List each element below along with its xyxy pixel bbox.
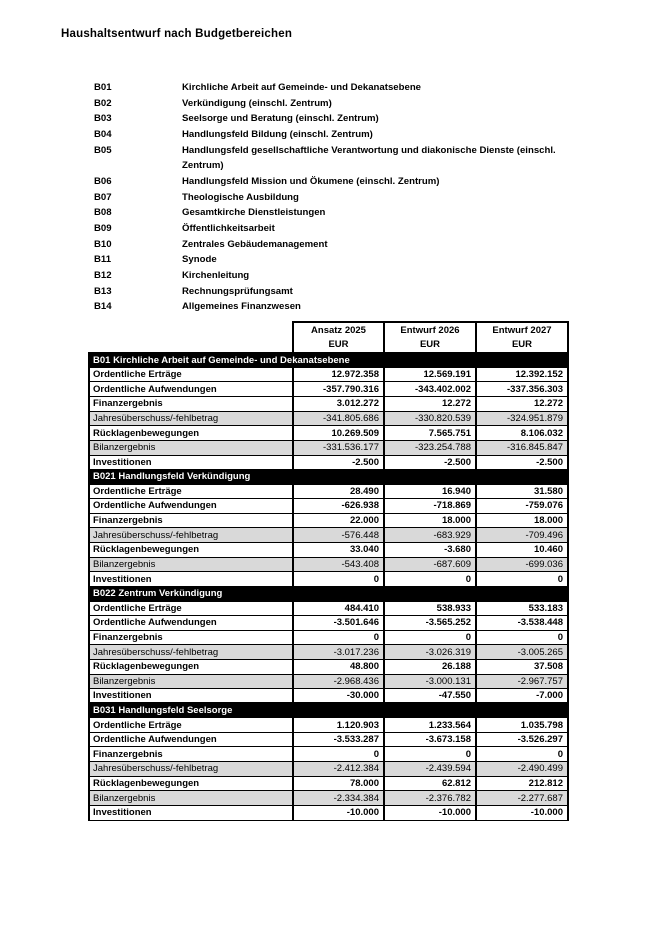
row-value: 0 — [384, 747, 476, 762]
row-value: 37.508 — [476, 659, 568, 674]
row-value: -7.000 — [476, 689, 568, 704]
col-unit: EUR — [328, 338, 349, 350]
table-row — [89, 572, 568, 587]
row-value: -3.005.265 — [476, 645, 568, 660]
row-value: 1.035.798 — [476, 717, 568, 732]
row-label: Ordentliche Erträge — [89, 484, 293, 499]
budget-list-item — [94, 174, 569, 190]
row-value: 0 — [384, 572, 476, 587]
row-label: Finanzergebnis — [89, 513, 293, 528]
budget-label: Öffentlichkeitsarbeit — [182, 222, 275, 234]
table-row — [89, 732, 568, 747]
row-label: Jahresüberschuss/-fehlbetrag — [89, 762, 293, 777]
row-value: 62.812 — [384, 776, 476, 791]
row-value: -3.501.646 — [293, 615, 384, 630]
col-unit: EUR — [419, 338, 441, 350]
row-value: -3.538.448 — [476, 615, 568, 630]
budget-label: Seelsorge und Beratung (einschl. Zentrum) — [182, 113, 379, 125]
budget-table-wrap — [88, 321, 567, 821]
row-label: Investitionen — [89, 572, 293, 587]
row-value: -3.526.297 — [476, 732, 568, 747]
table-row — [89, 411, 568, 426]
budget-label: Allgemeines Finanzwesen — [182, 301, 301, 313]
table-row — [89, 528, 568, 543]
row-value: 12.392.152 — [476, 367, 568, 382]
row-label: Bilanzergebnis — [89, 557, 293, 572]
row-value: 0 — [476, 630, 568, 645]
row-value: -47.550 — [384, 689, 476, 704]
budget-list-item — [94, 96, 569, 112]
row-label: Bilanzergebnis — [89, 440, 293, 455]
row-value: -576.448 — [293, 528, 384, 543]
row-value: -3.565.252 — [384, 615, 476, 630]
budget-code: B03 — [94, 113, 112, 125]
row-value: -626.938 — [293, 499, 384, 514]
budget-list-item — [94, 190, 569, 206]
row-value: -3.017.236 — [293, 645, 384, 660]
row-label: Finanzergebnis — [89, 747, 293, 762]
row-value: -2.277.687 — [476, 791, 568, 806]
budget-list-item — [94, 237, 569, 253]
row-label: Rücklagenbewegungen — [89, 659, 293, 674]
row-value: -3.533.287 — [293, 732, 384, 747]
row-value: -2.500 — [476, 455, 568, 470]
row-value: 12.272 — [476, 396, 568, 411]
budget-label: Kirchliche Arbeit auf Gemeinde- und Dekanatsebene — [182, 82, 422, 93]
table-row — [89, 747, 568, 762]
table-row — [89, 717, 568, 732]
table-header-col-2026 — [384, 322, 476, 353]
budget-code: B01 — [94, 82, 112, 93]
row-label: Ordentliche Erträge — [89, 601, 293, 616]
row-value: 10.269.509 — [293, 426, 384, 441]
row-label: Rücklagenbewegungen — [89, 426, 293, 441]
table-row — [89, 440, 568, 455]
row-value: 10.460 — [476, 543, 568, 558]
table-row — [89, 601, 568, 616]
table-row — [89, 689, 568, 704]
row-value: -316.845.847 — [476, 440, 568, 455]
budget-label: Synode — [182, 254, 217, 266]
table-row — [89, 484, 568, 499]
row-label: Investitionen — [89, 455, 293, 470]
row-label: Rücklagenbewegungen — [89, 543, 293, 558]
row-value: -10.000 — [293, 806, 384, 821]
row-value: 12.972.358 — [293, 367, 384, 382]
row-value: 1.233.564 — [384, 717, 476, 732]
row-label: Jahresüberschuss/-fehlbetrag — [89, 411, 293, 426]
row-value: 31.580 — [476, 484, 568, 499]
table-row — [89, 499, 568, 514]
budget-code: B11 — [94, 254, 112, 266]
row-value: 0 — [293, 747, 384, 762]
budget-code: B06 — [94, 175, 112, 187]
row-value: 16.940 — [384, 484, 476, 499]
row-label: Jahresüberschuss/-fehlbetrag — [89, 528, 293, 543]
table-row — [89, 645, 568, 660]
row-value: -683.929 — [384, 528, 476, 543]
row-value: -343.402.002 — [384, 382, 476, 397]
table-row — [89, 382, 568, 397]
section-header-row — [89, 587, 568, 601]
budget-label: Handlungsfeld gesellschaftliche Verantwortung und diakonische Dienste (einschl. Zentrum) — [182, 144, 556, 172]
row-value: -2.490.499 — [476, 762, 568, 777]
row-value: -699.036 — [476, 557, 568, 572]
budget-code: B02 — [94, 97, 112, 109]
table-row — [89, 367, 568, 382]
table-row — [89, 615, 568, 630]
row-label: Finanzergebnis — [89, 630, 293, 645]
col-label: Entwurf 2027 — [492, 324, 552, 336]
row-value: 78.000 — [293, 776, 384, 791]
section-header-row — [89, 470, 568, 484]
row-value: -323.254.788 — [384, 440, 476, 455]
row-value: 7.565.751 — [384, 426, 476, 441]
row-value: -2.967.757 — [476, 674, 568, 689]
budget-code: B14 — [94, 301, 112, 313]
budget-label: Rechnungsprüfungsamt — [182, 285, 293, 297]
budget-label: Verkündigung (einschl. Zentrum) — [182, 97, 332, 109]
budget-code: B13 — [94, 285, 112, 297]
budget-list-item — [94, 205, 569, 221]
row-value: -30.000 — [293, 689, 384, 704]
row-value: -543.408 — [293, 557, 384, 572]
row-label: Finanzergebnis — [89, 396, 293, 411]
row-label: Investitionen — [89, 689, 293, 704]
page-title: Haushaltsentwurf nach Budgetbereichen — [61, 28, 293, 40]
col-label: Entwurf 2026 — [400, 324, 460, 336]
table-row — [89, 674, 568, 689]
budget-label: Theologische Ausbildung — [182, 191, 299, 203]
table-row — [89, 513, 568, 528]
table-row — [89, 776, 568, 791]
row-value: 1.120.903 — [293, 717, 384, 732]
row-label: Ordentliche Aufwendungen — [89, 499, 293, 514]
table-row — [89, 791, 568, 806]
section-header: B021 Handlungsfeld Verkündigung — [89, 470, 568, 484]
budget-label: Kirchenleitung — [182, 269, 250, 281]
row-label: Ordentliche Aufwendungen — [89, 615, 293, 630]
row-value: 33.040 — [293, 543, 384, 558]
budget-list-item — [94, 221, 569, 237]
row-value: -331.536.177 — [293, 440, 384, 455]
row-value: 28.490 — [293, 484, 384, 499]
budget-label: Gesamtkirche Dienstleistungen — [182, 207, 326, 219]
table-row — [89, 659, 568, 674]
table-row — [89, 396, 568, 411]
budget-table-body — [89, 353, 568, 820]
table-row — [89, 455, 568, 470]
row-label: Ordentliche Aufwendungen — [89, 382, 293, 397]
row-value: -759.076 — [476, 499, 568, 514]
table-row — [89, 630, 568, 645]
row-value: -330.820.539 — [384, 411, 476, 426]
section-header: B01 Kirchliche Arbeit auf Gemeinde- und Dekanatsebene — [89, 353, 568, 367]
budget-label: Handlungsfeld Mission und Ökumene (einschl. Zentrum) — [182, 175, 440, 187]
table-header-row — [89, 322, 568, 353]
row-value: -10.000 — [476, 806, 568, 821]
budget-label: Handlungsfeld Bildung (einschl. Zentrum) — [182, 128, 373, 140]
budget-code: B07 — [94, 191, 112, 203]
row-value: -357.790.316 — [293, 382, 384, 397]
row-value: 12.272 — [384, 396, 476, 411]
budget-list-item — [94, 268, 569, 284]
budget-code: B08 — [94, 207, 112, 219]
row-value: -2.412.384 — [293, 762, 384, 777]
row-label: Bilanzergebnis — [89, 791, 293, 806]
row-value: -324.951.879 — [476, 411, 568, 426]
row-value: 18.000 — [384, 513, 476, 528]
budget-label: Zentrales Gebäudemanagement — [182, 238, 328, 250]
row-value: -337.356.303 — [476, 382, 568, 397]
row-label: Investitionen — [89, 806, 293, 821]
row-value: -687.609 — [384, 557, 476, 572]
row-value: -2.500 — [384, 455, 476, 470]
row-value: 18.000 — [476, 513, 568, 528]
row-label: Ordentliche Aufwendungen — [89, 732, 293, 747]
table-row — [89, 557, 568, 572]
row-value: -3.673.158 — [384, 732, 476, 747]
budget-list-item — [94, 143, 569, 174]
budget-list-item — [94, 127, 569, 143]
table-header-empty — [89, 322, 293, 353]
budget-code: B05 — [94, 144, 112, 156]
row-value: 3.012.272 — [293, 396, 384, 411]
budget-list — [94, 80, 569, 315]
table-row — [89, 806, 568, 821]
row-value: 0 — [293, 630, 384, 645]
row-value: 8.106.032 — [476, 426, 568, 441]
row-value: -718.869 — [384, 499, 476, 514]
row-label: Rücklagenbewegungen — [89, 776, 293, 791]
budget-list-item — [94, 252, 569, 268]
row-value: 538.933 — [384, 601, 476, 616]
section-header: B031 Handlungsfeld Seelsorge — [89, 703, 568, 717]
section-header-row — [89, 703, 568, 717]
row-value: -2.500 — [293, 455, 384, 470]
section-header-row — [89, 353, 568, 367]
budget-code: B12 — [94, 269, 112, 281]
row-label: Bilanzergebnis — [89, 674, 293, 689]
row-value: 12.569.191 — [384, 367, 476, 382]
table-row — [89, 762, 568, 777]
row-value: -10.000 — [384, 806, 476, 821]
row-value: 0 — [384, 630, 476, 645]
row-value: -2.439.594 — [384, 762, 476, 777]
budget-code: B04 — [94, 128, 112, 140]
row-value: -2.376.782 — [384, 791, 476, 806]
col-label: Ansatz 2025 — [311, 324, 366, 336]
row-value: -341.805.686 — [293, 411, 384, 426]
col-unit: EUR — [511, 338, 533, 350]
row-value: -2.334.384 — [293, 791, 384, 806]
budget-list-item — [94, 299, 569, 315]
row-label: Jahresüberschuss/-fehlbetrag — [89, 645, 293, 660]
budget-list-item — [94, 284, 569, 300]
row-value: 22.000 — [293, 513, 384, 528]
budget-list-item — [94, 111, 569, 127]
table-row — [89, 426, 568, 441]
section-header: B022 Zentrum Verkündigung — [89, 587, 568, 601]
table-header-col-2025 — [293, 322, 384, 353]
row-value: -3.026.319 — [384, 645, 476, 660]
row-label: Ordentliche Erträge — [89, 717, 293, 732]
table-row — [89, 543, 568, 558]
budget-code: B09 — [94, 222, 112, 234]
row-value: 48.800 — [293, 659, 384, 674]
row-value: 26.188 — [384, 659, 476, 674]
budget-list-item — [94, 80, 569, 96]
row-value: -2.968.436 — [293, 674, 384, 689]
budget-table — [88, 321, 569, 821]
budget-code: B10 — [94, 238, 112, 250]
row-value: -3.680 — [384, 543, 476, 558]
row-label: Ordentliche Erträge — [89, 367, 293, 382]
row-value: -3.000.131 — [384, 674, 476, 689]
row-value: 0 — [293, 572, 384, 587]
row-value: 484.410 — [293, 601, 384, 616]
row-value: 212.812 — [476, 776, 568, 791]
table-header-col-2027 — [476, 322, 568, 353]
row-value: 0 — [476, 747, 568, 762]
row-value: -709.496 — [476, 528, 568, 543]
row-value: 533.183 — [476, 601, 568, 616]
row-value: 0 — [476, 572, 568, 587]
